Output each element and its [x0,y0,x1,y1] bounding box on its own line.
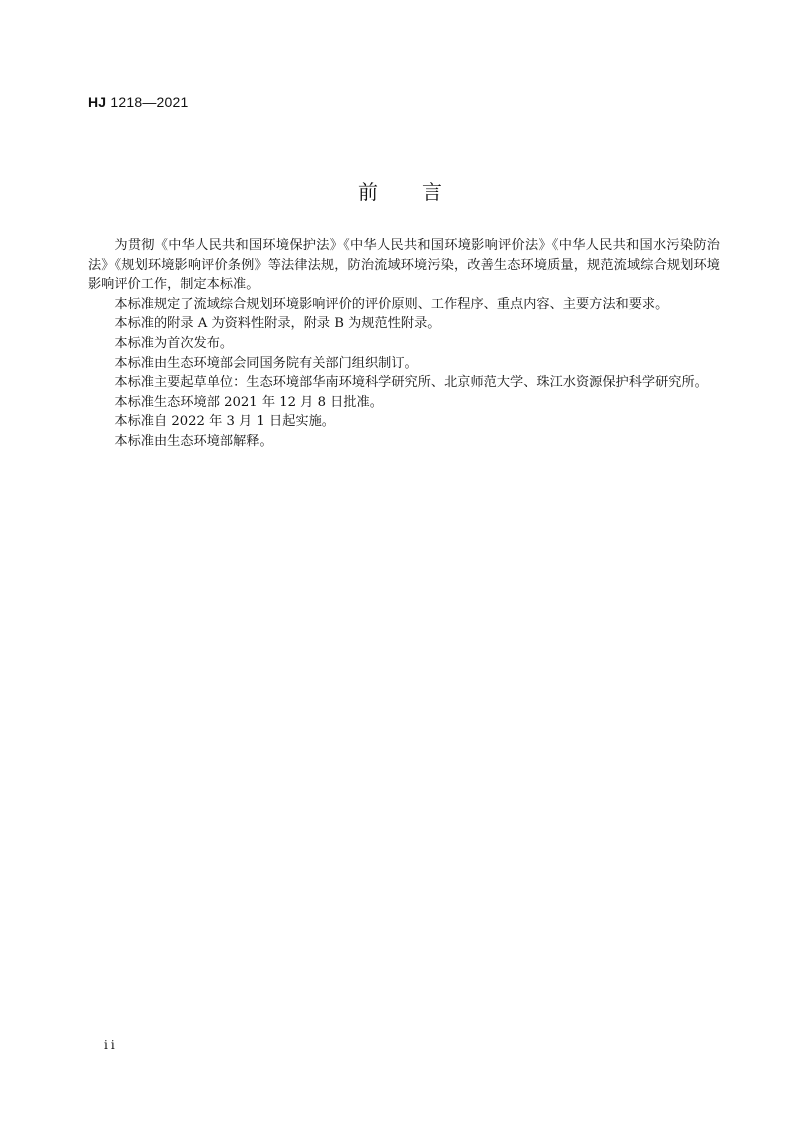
paragraph-purpose: 为贯彻《中华人民共和国环境保护法》《中华人民共和国环境影响评价法》《中华人民共和国水污染防治法》《规划环境影响评价条例》等法律法规，防治流域环境污染，改善生态环境质量，规范流域综合规划环境影响评价工作，制定本标准。 [88,238,720,293]
paragraph-appendices: 本标准的附录 A 为资料性附录，附录 B 为规范性附录。 [114,316,441,332]
paragraph-approval-date: 本标准生态环境部 2021 年 12 月 8 日批准。 [114,394,383,410]
paragraph-scope: 本标准规定了流域综合规划环境影响评价的评价原则、工作程序、重点内容、主要方法和要求。 [114,296,669,312]
paragraph-drafting-units: 本标准主要起草单位：生态环境部华南环境科学研究所、北京师范大学、珠江水资源保护科学研究所。 [114,375,708,391]
foreword-body [88,236,720,452]
standard-code-prefix: HJ [88,94,107,110]
page-title [0,176,800,205]
paragraph-effective-date: 本标准自 2022 年 3 月 1 日起实施。 [114,414,335,430]
paragraph-interpretation: 本标准由生态环境部解释。 [114,433,273,449]
title-part-2: 言 [422,180,442,204]
standard-code-header [88,94,188,110]
page-number: ii [104,1038,118,1052]
standard-code-number: 1218—2021 [106,94,189,110]
paragraph-organizer: 本标准由生态环境部会同国务院有关部门组织制订。 [114,355,418,371]
title-part-1: 前 [358,180,378,204]
paragraph-first-release: 本标准为首次发布。 [114,335,234,351]
